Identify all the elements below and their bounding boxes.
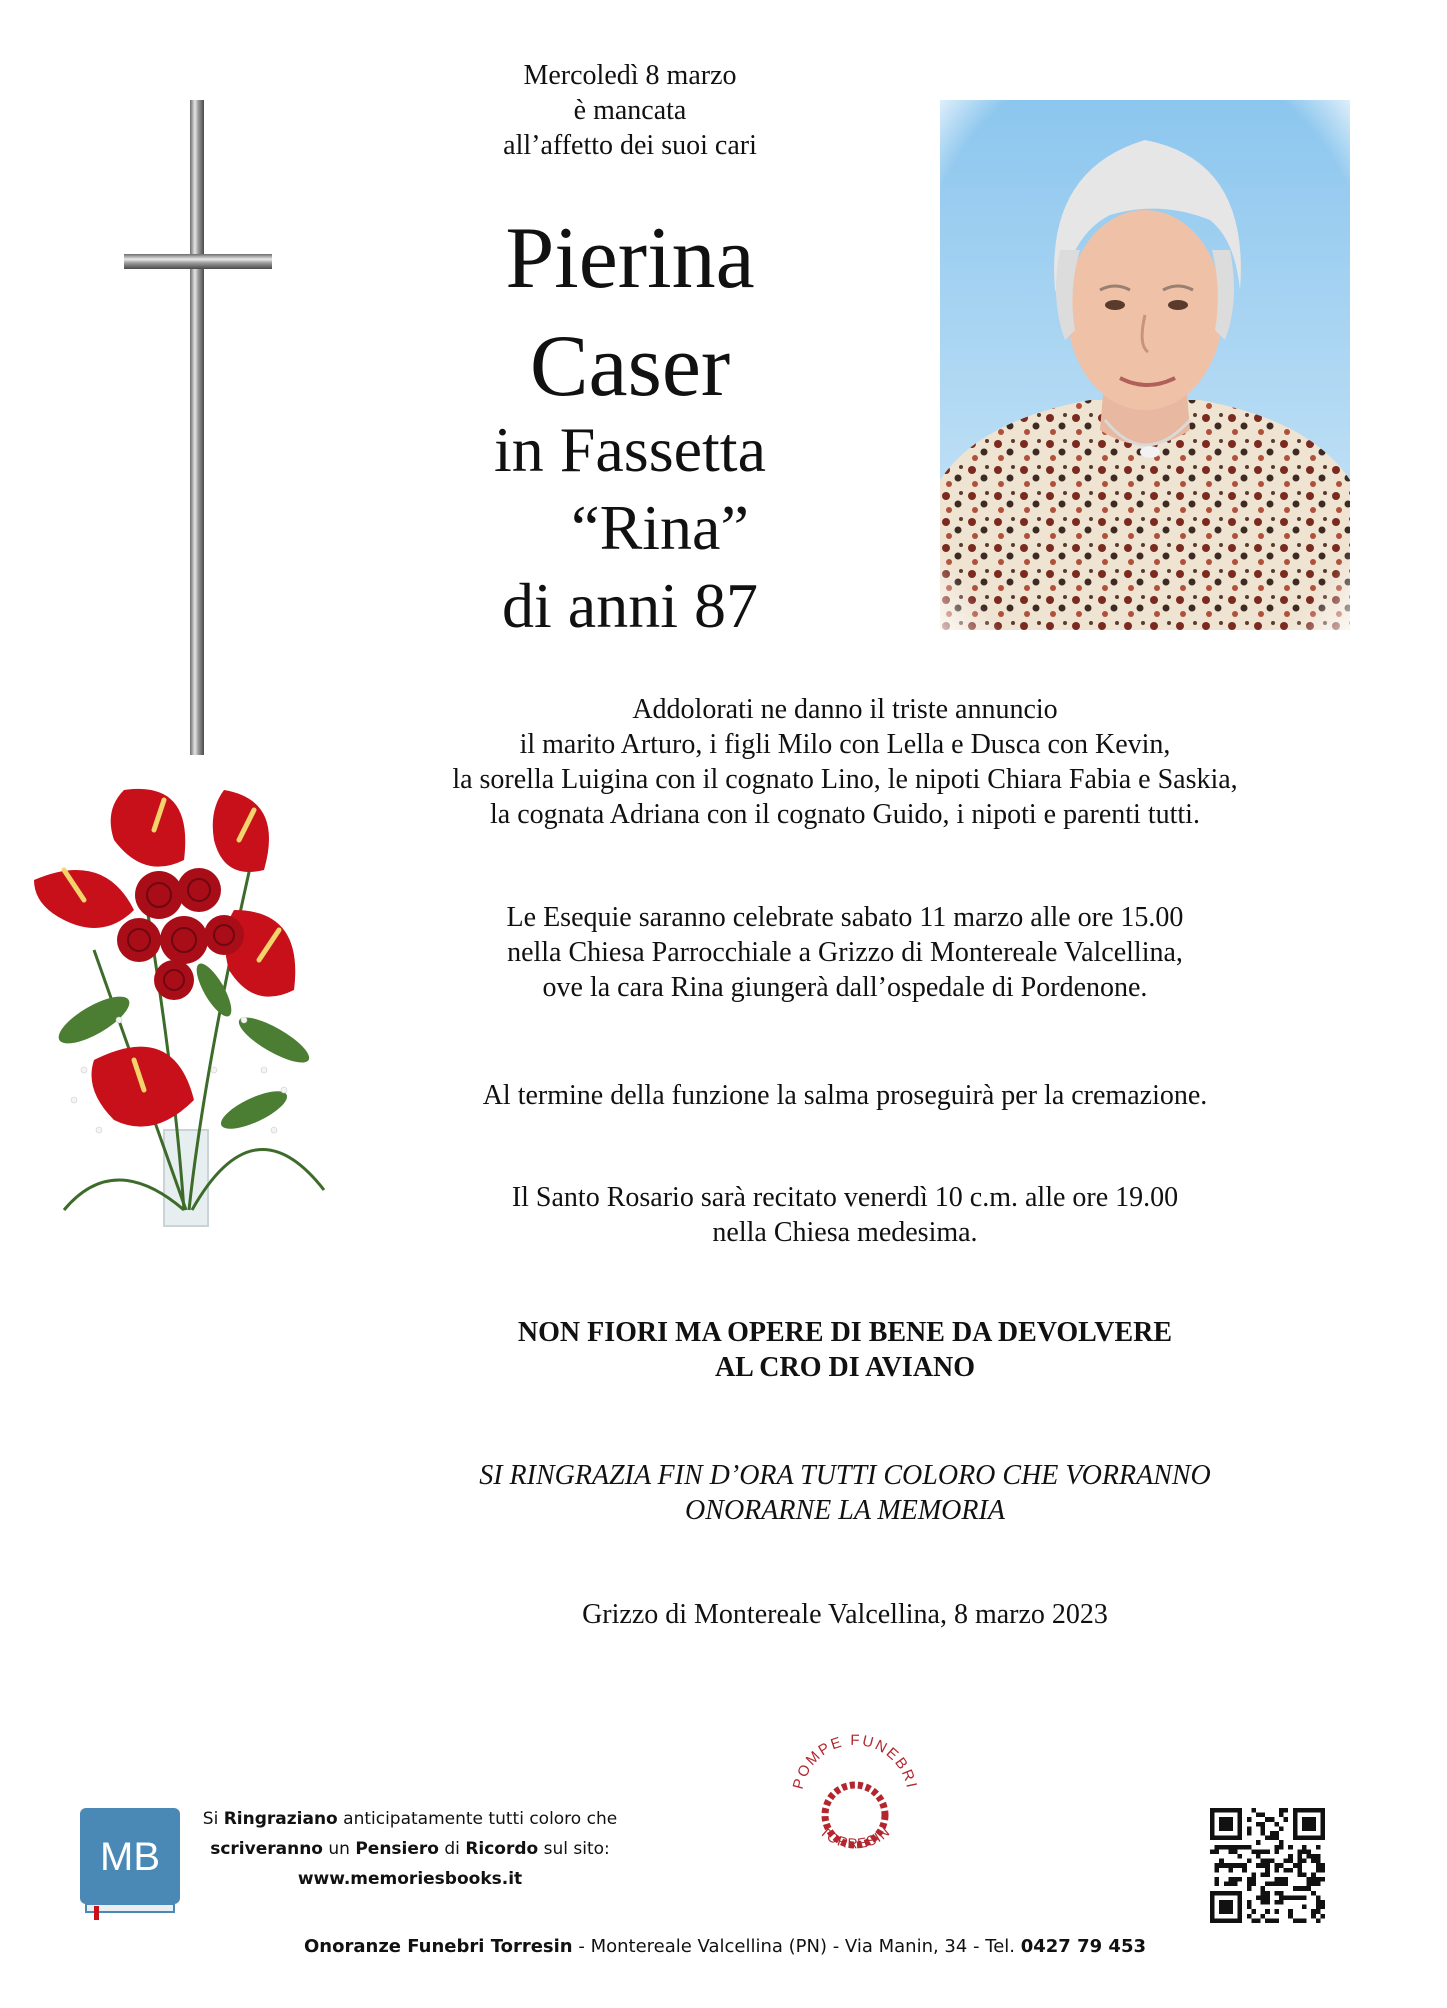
family-line: il marito Arturo, i figli Milo con Lella e Dusca con Kevin,	[519, 729, 1171, 760]
no-flowers-line: AL CRO DI AVIANO	[714, 1352, 976, 1383]
deceased-last-name: Caser	[529, 318, 731, 415]
cremation-note: Al termine della funzione la salma proseguirà per la cremazione.	[482, 1080, 1208, 1111]
deceased-portrait	[940, 100, 1350, 630]
flower-bouquet-image	[24, 770, 354, 1230]
memoriesbooks-logo-icon	[80, 1808, 180, 1920]
thanks-note	[330, 1458, 1360, 1528]
rosary-line: nella Chiesa medesima.	[712, 1217, 978, 1248]
no-flowers-request	[330, 1315, 1360, 1385]
funeral-line: Le Esequie saranno celebrate sabato 11 marzo alle ore 15.00	[506, 902, 1184, 933]
intro-line: Mercoledì 8 marzo	[523, 60, 737, 91]
no-flowers-line: NON FIORI MA OPERE DI BENE DA DEVOLVERE	[517, 1317, 1173, 1348]
mb-logo-text: MB	[100, 1835, 160, 1879]
rosary-details	[330, 1180, 1360, 1250]
family-line: Addolorati ne danno il triste annuncio	[632, 694, 1058, 725]
cross-icon	[122, 100, 274, 760]
funeral-home-footer	[200, 1935, 1250, 1959]
funeral-details	[330, 900, 1360, 1005]
intro-line: è mancata	[573, 95, 687, 126]
qr-code-icon[interactable]	[1210, 1808, 1325, 1923]
funeral-home-phone: 0427 79 453	[1020, 1936, 1146, 1957]
intro-line: all’affetto dei suoi cari	[503, 130, 757, 161]
family-announcement	[330, 692, 1360, 832]
memoriesbooks-url[interactable]: www.memoriesbooks.it	[297, 1869, 523, 1889]
married-name: in Fassetta	[494, 414, 766, 485]
svg-text:TORRESIN: TORRESIN	[816, 1823, 894, 1852]
family-line: la sorella Luigina con il cognato Lino, le nipoti Chiara Fabia e Saskia,	[452, 764, 1238, 795]
mb-message-line-1: Si Ringraziano anticipatamente tutti coloro che	[202, 1809, 618, 1829]
thanks-line: SI RINGRAZIA FIN D’ORA TUTTI COLORO CHE VORRANNO	[479, 1460, 1211, 1491]
svg-text:POMPE FUNEBRI: POMPE FUNEBRI	[789, 1731, 921, 1792]
place-and-date: Grizzo di Montereale Valcellina, 8 marzo 2023	[582, 1599, 1108, 1630]
nickname: “Rina”	[571, 492, 749, 563]
torresin-logo-icon	[780, 1720, 930, 1870]
thanks-line: ONORARNE LA MEMORIA	[685, 1495, 1005, 1526]
deceased-first-name: Pierina	[505, 210, 755, 307]
rosary-line: Il Santo Rosario sarà recitato venerdì 10 c.m. alle ore 19.00	[511, 1182, 1179, 1213]
funeral-line: ove la cara Rina giungerà dall’ospedale di Pordenone.	[542, 972, 1148, 1003]
family-line: la cognata Adriana con il cognato Guido, i nipoti e parenti tutti.	[490, 799, 1200, 830]
funeral-line: nella Chiesa Parrocchiale a Grizzo di Montereale Valcellina,	[507, 937, 1183, 968]
funeral-home-name: Onoranze Funebri Torresin	[304, 1936, 573, 1957]
announcement-intro	[430, 58, 830, 163]
memoriesbooks-message	[200, 1804, 620, 1894]
deceased-name	[430, 205, 830, 421]
age-line: di anni 87	[502, 570, 758, 641]
mb-message-line-2: scriveranno un Pensiero di Ricordo sul sito:	[210, 1839, 610, 1859]
funeral-home-address: - Montereale Valcellina (PN) - Via Manin, 34 - Tel.	[572, 1936, 1021, 1957]
